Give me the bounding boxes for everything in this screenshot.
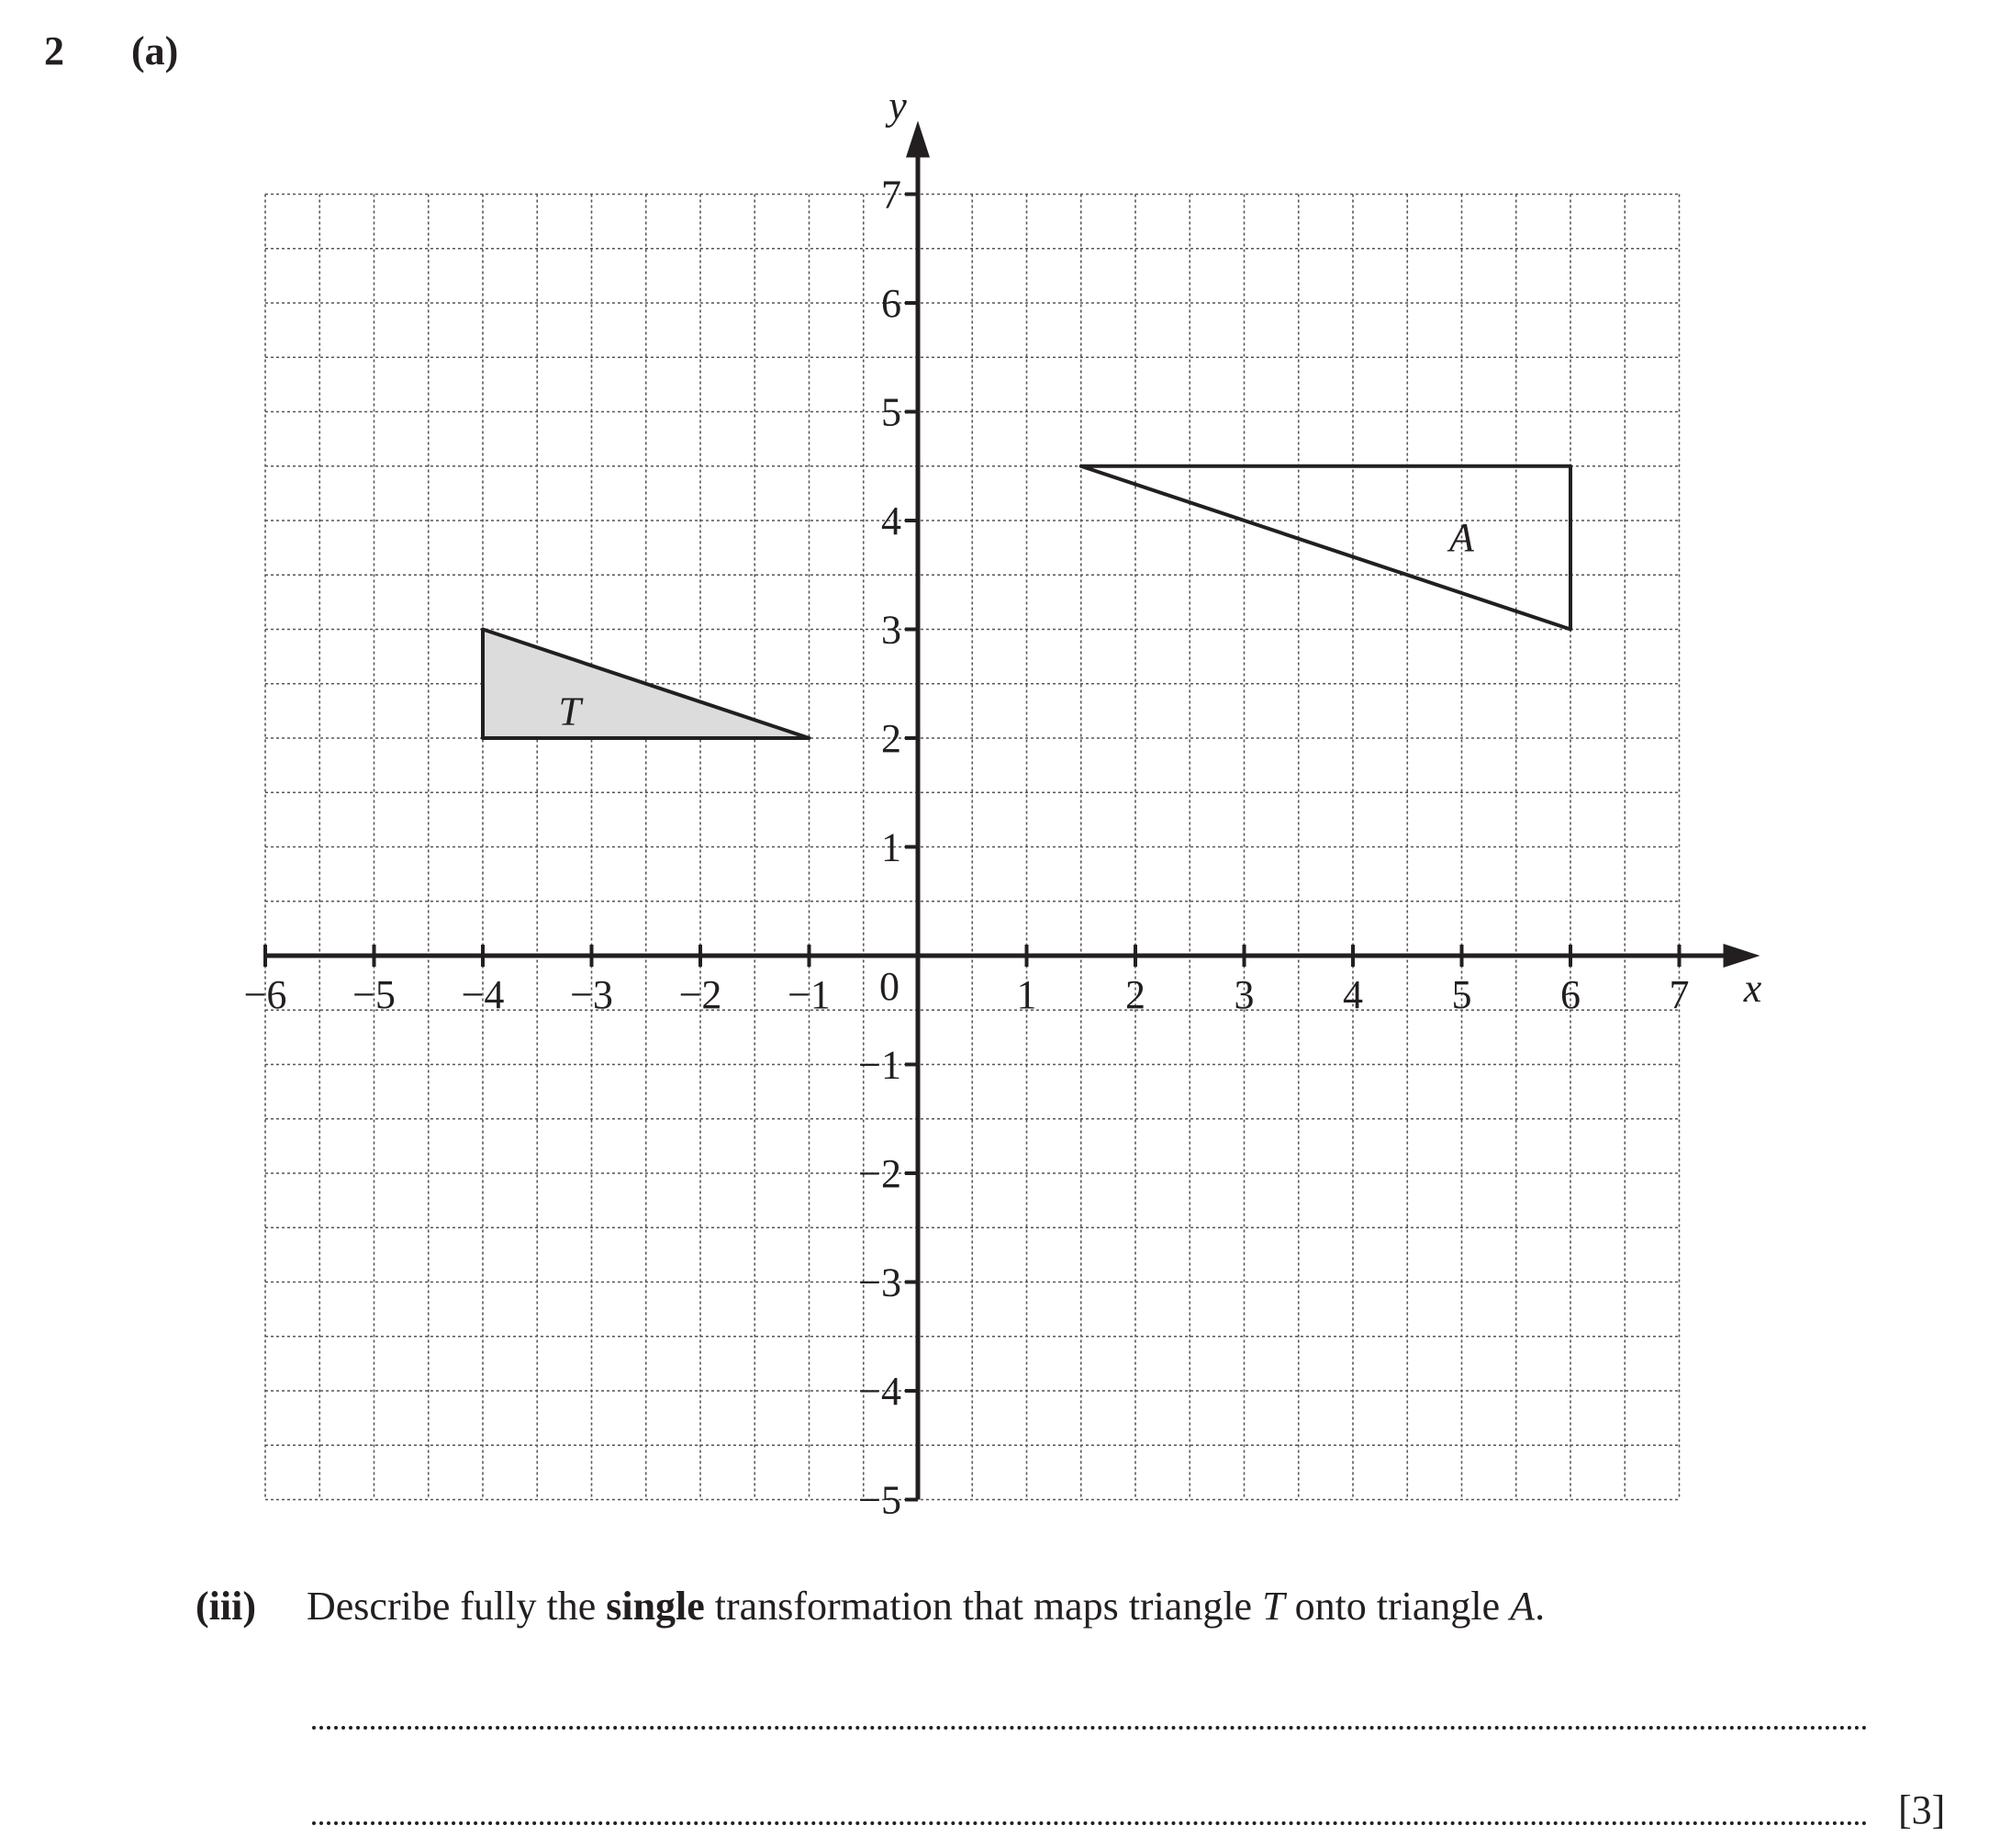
text-before: Describe fully the xyxy=(307,1584,607,1629)
x-tick-label: −2 xyxy=(678,972,722,1017)
triangle-a xyxy=(1081,466,1570,630)
x-tick-label: −6 xyxy=(243,972,287,1017)
x-axis-arrow xyxy=(1724,944,1760,968)
x-tick-label: 1 xyxy=(1016,972,1037,1017)
subpart-label: (iii) xyxy=(196,1584,256,1629)
text-end: . xyxy=(1535,1584,1546,1629)
y-tick-label: 4 xyxy=(881,498,901,543)
y-tick-label: 6 xyxy=(881,281,901,326)
triangle-t xyxy=(483,630,810,739)
x-tick-label: 2 xyxy=(1125,972,1145,1017)
question-text xyxy=(307,1583,1545,1630)
answer-line-1[interactable] xyxy=(312,1726,1868,1730)
x-tick-label: 5 xyxy=(1451,972,1472,1017)
x-tick-label: −3 xyxy=(570,972,613,1017)
grid-lines xyxy=(265,195,1680,1500)
x-tick-label: −1 xyxy=(788,972,831,1017)
y-axis-arrow xyxy=(906,121,930,158)
shape-name-t: T xyxy=(1262,1584,1285,1629)
triangle-t-label: T xyxy=(558,689,582,734)
question-number: 2 xyxy=(44,28,64,73)
y-tick-label: 1 xyxy=(881,824,901,870)
text-mid2: onto triangle xyxy=(1284,1584,1511,1629)
y-tick-label: −2 xyxy=(858,1151,901,1196)
question-part: (a) xyxy=(131,28,179,73)
y-tick-label: −4 xyxy=(858,1369,901,1414)
x-tick-label: −5 xyxy=(352,972,396,1017)
tick-labels xyxy=(244,84,1762,1523)
triangle-a-label: A xyxy=(1449,514,1474,560)
x-axis-label: x xyxy=(1743,966,1762,1011)
text-mid: transformation that maps triangle xyxy=(704,1584,1263,1629)
axes xyxy=(265,121,1760,1500)
x-tick-label: 6 xyxy=(1560,972,1581,1017)
answer-line-2[interactable] xyxy=(312,1821,1868,1825)
y-tick-label: −5 xyxy=(858,1477,901,1523)
y-tick-label: 5 xyxy=(881,389,901,435)
x-tick-label: 7 xyxy=(1669,972,1690,1017)
text-bold: single xyxy=(606,1584,705,1629)
y-tick-label: 3 xyxy=(881,607,901,653)
y-tick-label: 7 xyxy=(881,172,901,218)
y-axis-label: y xyxy=(888,83,907,129)
y-tick-label: −1 xyxy=(858,1042,901,1088)
marks: [3] xyxy=(1898,1787,1946,1832)
x-tick-label: 4 xyxy=(1343,972,1363,1017)
y-tick-label: −3 xyxy=(858,1260,901,1305)
origin-label: 0 xyxy=(879,964,900,1009)
x-tick-label: 3 xyxy=(1234,972,1255,1017)
x-tick-label: −4 xyxy=(461,972,505,1017)
y-tick-label: 2 xyxy=(881,716,901,761)
shape-name-a: A xyxy=(1510,1584,1536,1629)
